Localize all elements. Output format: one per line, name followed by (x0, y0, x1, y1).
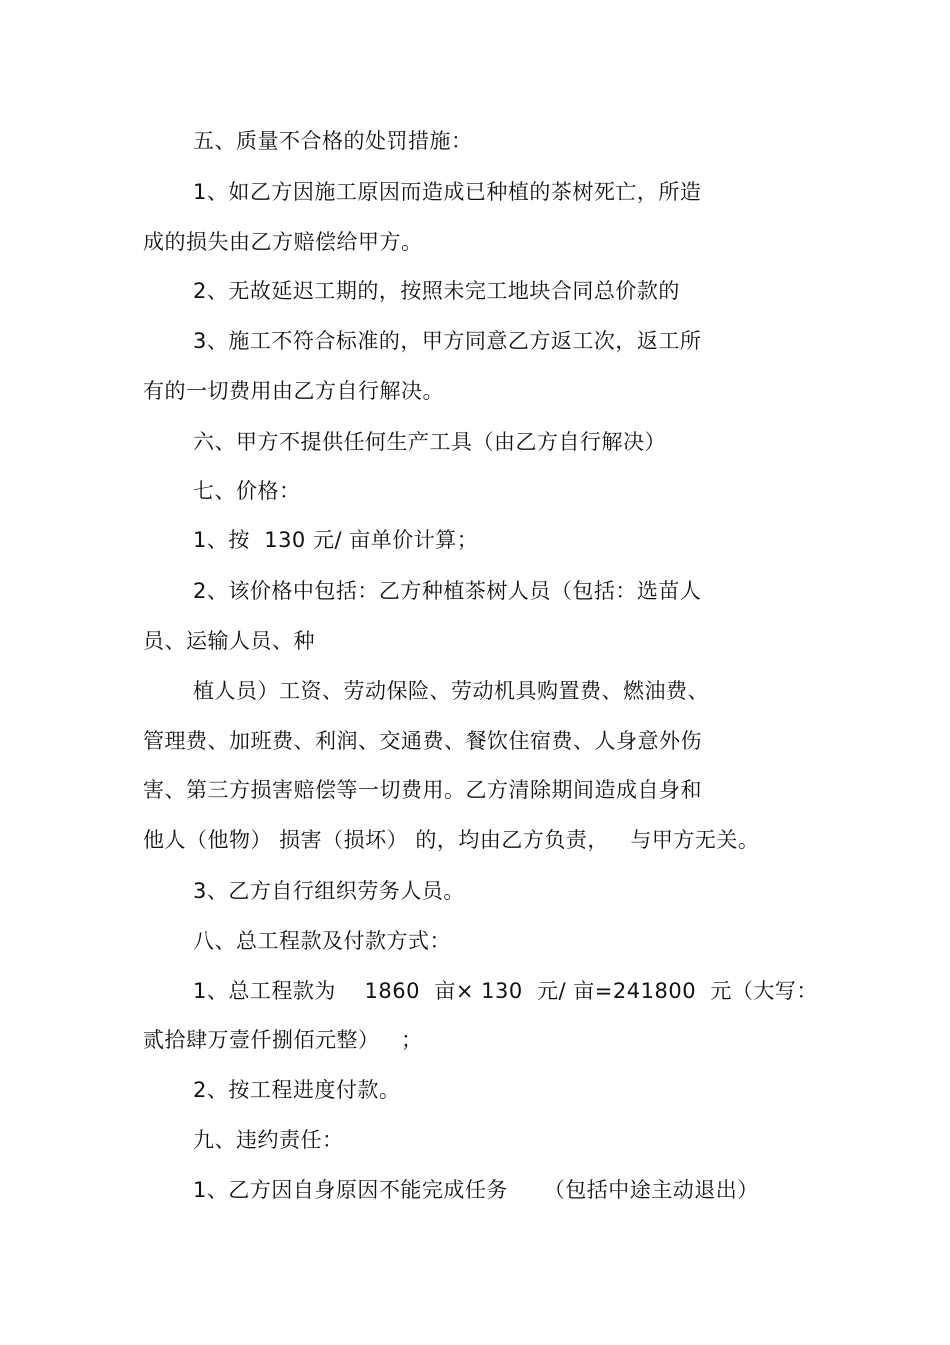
paragraph-line: 害、第三方损害赔偿等一切费用。乙方清除期间造成自身和 (143, 778, 702, 802)
section-heading-8: 八、总工程款及付款方式： (193, 929, 451, 953)
paragraph-line: 有的一切费用由乙方自行解决。 (143, 379, 444, 403)
section-heading-9: 九、违约责任： (193, 1128, 344, 1152)
paragraph-line: 他人（他物） 损害（损坏） 的，均由乙方负责， 与甲方无关。 (143, 828, 760, 852)
paragraph-line: 植人员）工资、劳动保险、劳动机具购置费、燃油费、 (193, 679, 709, 703)
paragraph-line: 成的损失由乙方赔偿给甲方。 (143, 230, 423, 254)
paragraph-line: 2、按工程进度付款。 (193, 1078, 401, 1102)
paragraph-line: 管理费、加班费、利润、交通费、餐饮住宿费、人身意外伤 (143, 729, 702, 753)
paragraph-line: 贰拾肆万壹仟捌佰元整） ； (143, 1028, 423, 1052)
paragraph-line: 2、该价格中包括：乙方种植茶树人员（包括：选苗人 (193, 579, 702, 603)
paragraph-line: 员、运输人员、种 (143, 629, 315, 653)
section-heading-5: 五、质量不合格的处罚措施： (193, 129, 473, 153)
paragraph-line: 1、按 130 元/ 亩单价计算； (193, 528, 479, 552)
paragraph-line: 3、乙方自行组织劳务人员。 (193, 879, 465, 903)
paragraph-line: 1、总工程款为 1860 亩× 130 元/ 亩=241800 元（大写： (193, 979, 818, 1003)
paragraph-line: 1、如乙方因施工原因而造成已种植的茶树死亡，所造 (193, 180, 702, 204)
section-heading-7: 七、价格： (193, 479, 301, 503)
paragraph-line: 2、无故延迟工期的，按照未完工地块合同总价款的 (193, 279, 680, 303)
paragraph-line: 3、施工不符合标准的，甲方同意乙方返工次，返工所 (193, 329, 702, 353)
paragraph-line: 1、乙方因自身原因不能完成任务 （包括中途主动退出） (193, 1178, 759, 1202)
section-heading-6: 六、甲方不提供任何生产工具（由乙方自行解决） (193, 430, 666, 454)
